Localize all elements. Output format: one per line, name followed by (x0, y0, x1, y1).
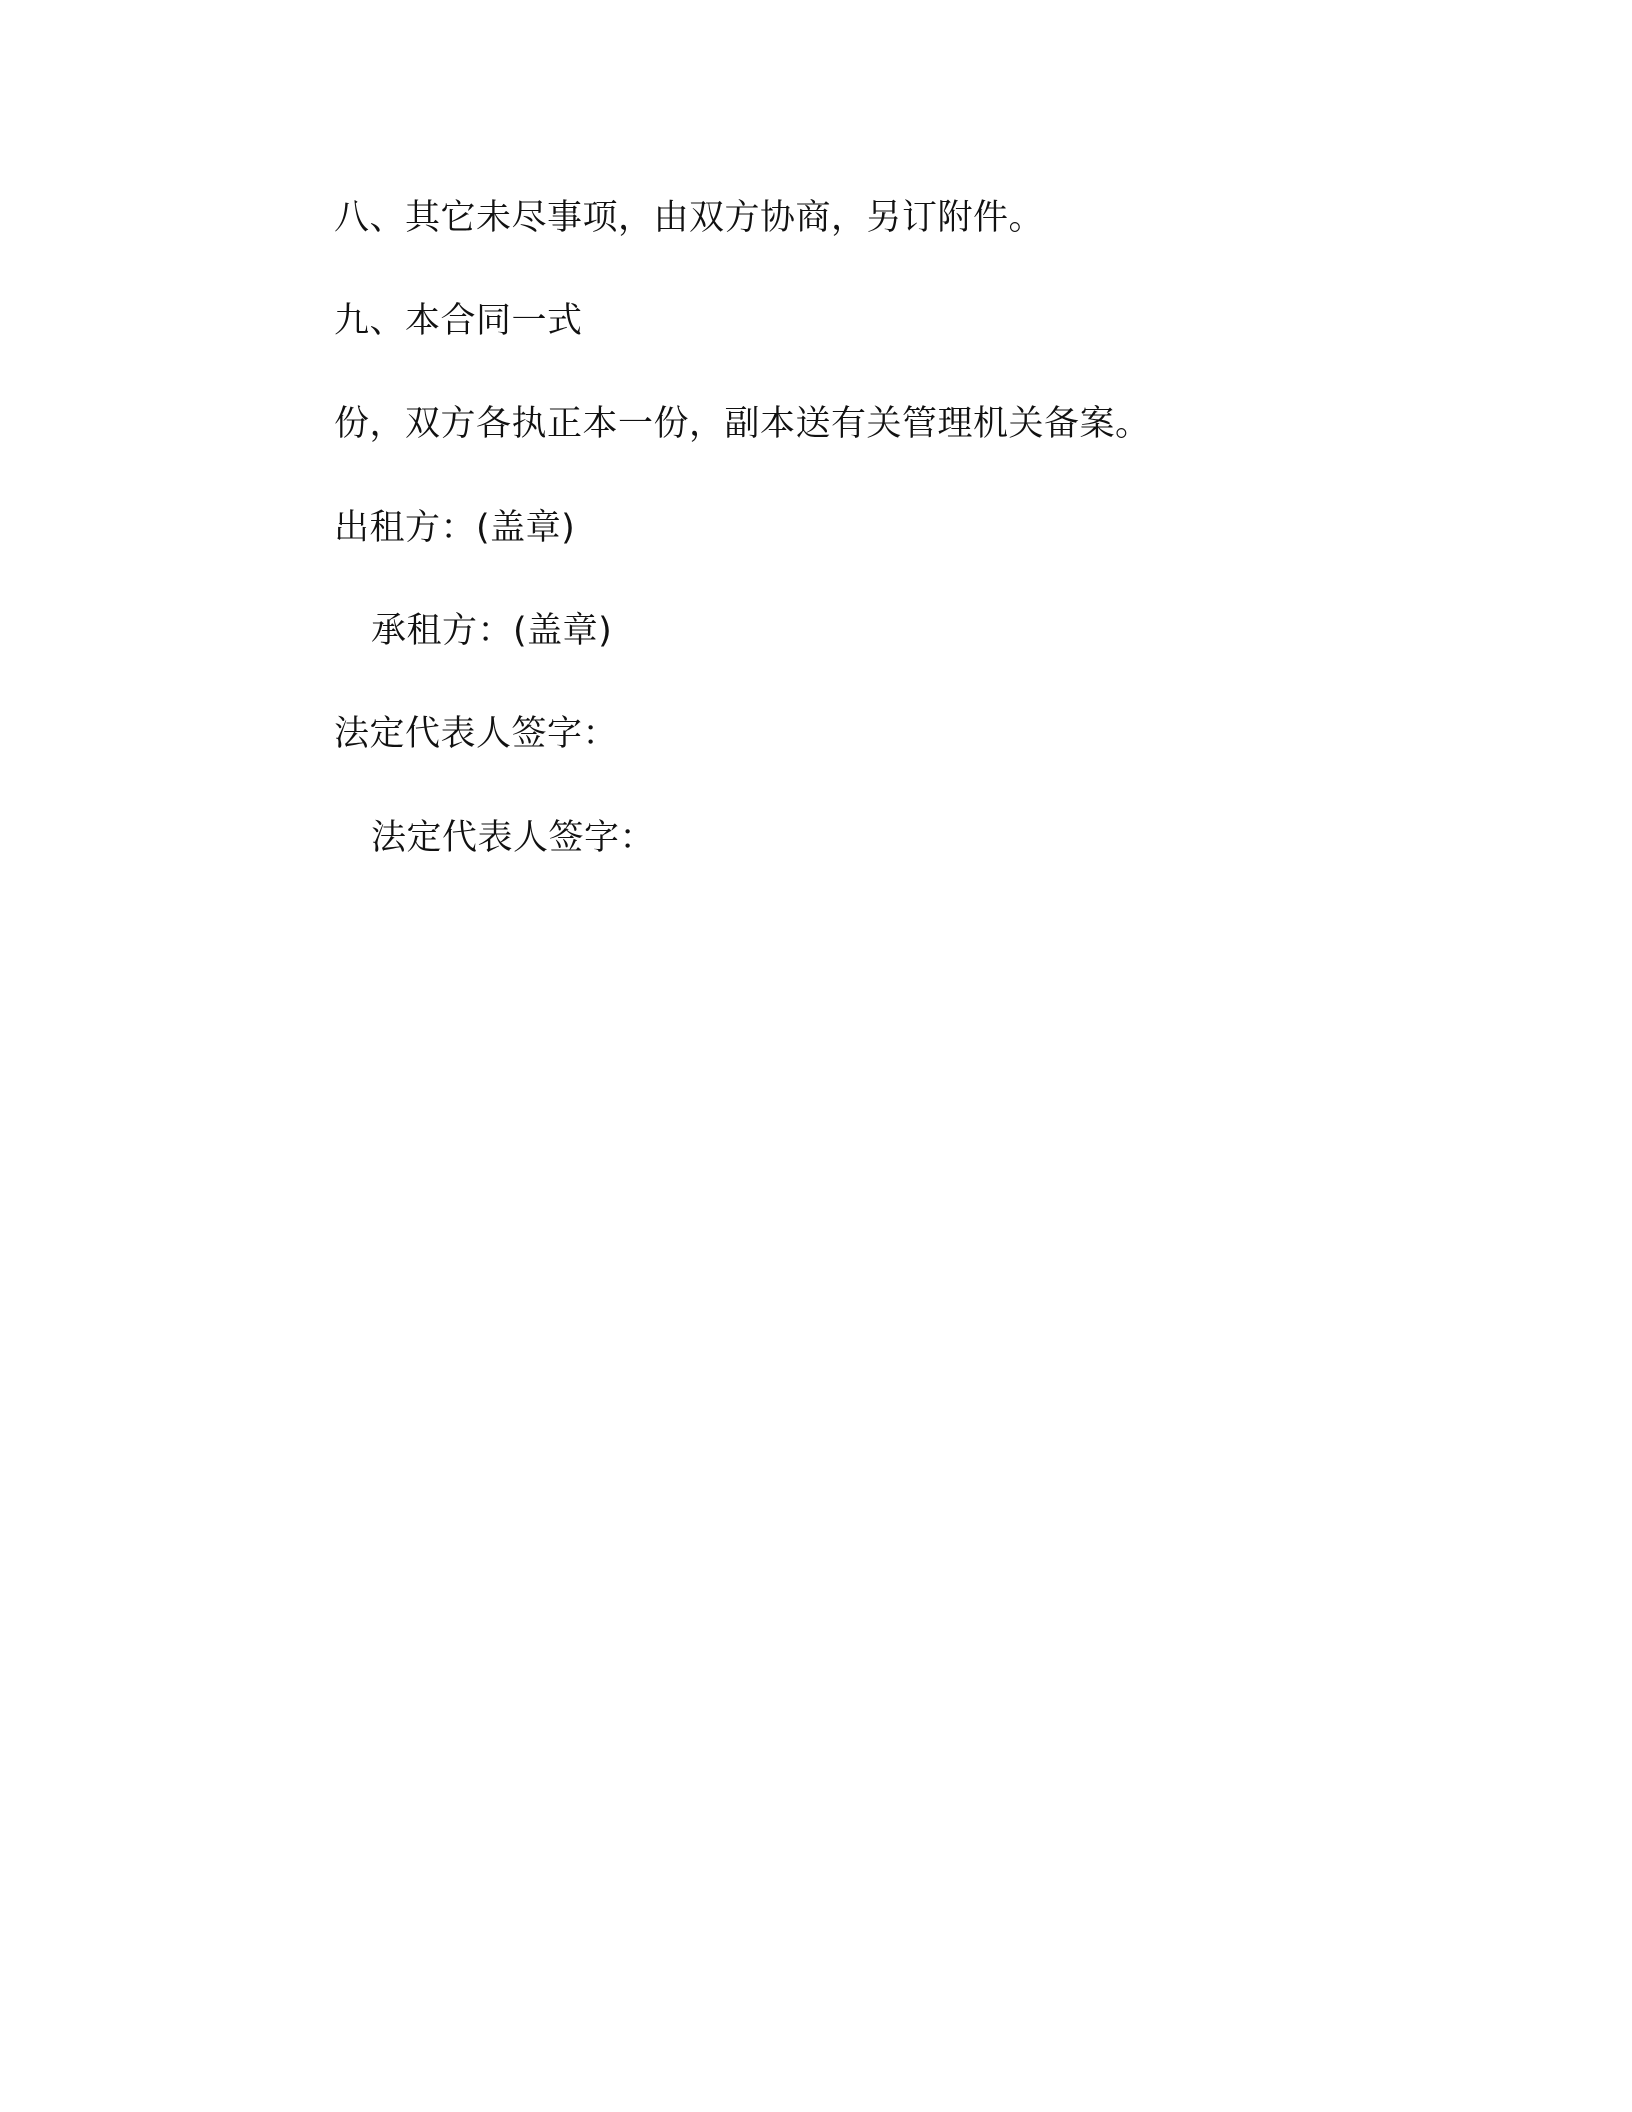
lessor-seal-label: 出租方：(盖章) (334, 508, 576, 548)
clause-8-text: 八、其它未尽事项，由双方协商，另订附件。 (334, 198, 1045, 238)
lessor-representative-signature-label: 法定代表人签字： (334, 714, 619, 754)
clause-9-text: 九、本合同一式 (334, 301, 583, 341)
clause-9-continuation-text: 份，双方各执正本一份，副本送有关管理机关备案。 (334, 404, 1151, 444)
lessee-seal-label: 承租方：(盖章) (371, 611, 613, 651)
lessee-representative-signature-label: 法定代表人签字： (371, 818, 656, 858)
